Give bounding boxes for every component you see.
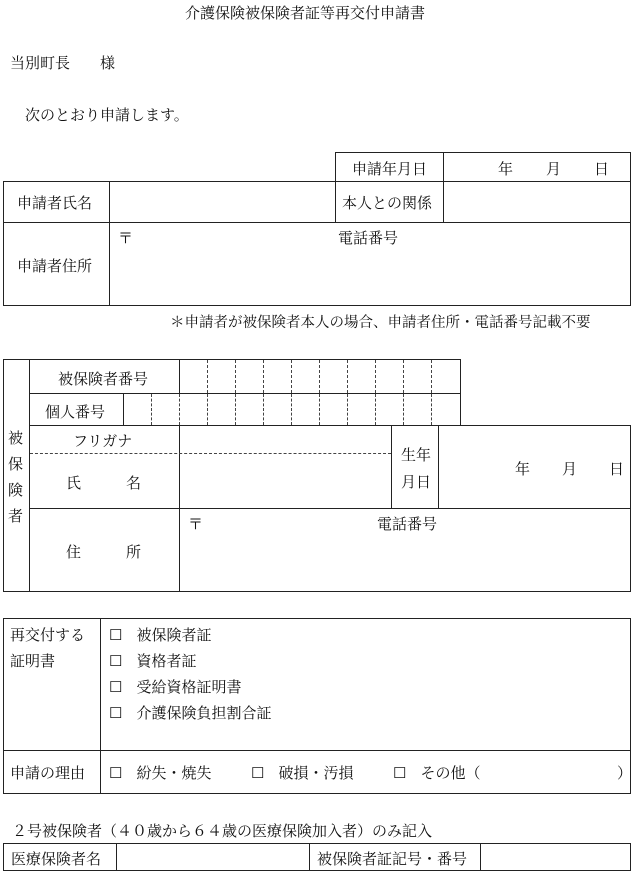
reason-damaged[interactable] <box>251 762 353 783</box>
reissue-label-line2: 証明書 <box>10 652 56 670</box>
insured-phone-label: 電話番号 <box>377 515 438 533</box>
reissue-option-insured-card[interactable] <box>109 624 211 645</box>
checkbox-icon[interactable]: ☐ <box>109 652 123 670</box>
reason-close-paren: ） <box>617 764 633 782</box>
option-label: 被保険者証 <box>136 626 212 644</box>
personal-number-field[interactable] <box>124 394 460 425</box>
option-label: 介護保険負担割合証 <box>136 704 272 722</box>
insured-side-label-1: 被 <box>8 429 24 447</box>
insured-side-label-3: 険 <box>8 481 24 499</box>
page-title: 介護保険被保険者証等再交付申請書 <box>185 4 426 22</box>
checkbox-icon[interactable]: ☐ <box>109 626 123 644</box>
option-label: 受給資格証明書 <box>136 678 242 696</box>
reason-label-damaged: 破損・汚損 <box>278 764 354 782</box>
relationship-field[interactable] <box>444 182 630 222</box>
application-date-label: 申請年月日 <box>352 160 428 178</box>
checkbox-icon[interactable]: ☐ <box>251 764 265 782</box>
insured-name-field[interactable] <box>180 454 391 508</box>
application-month-label: 月 <box>546 160 562 178</box>
insurer-name-label: 医療保険者名 <box>11 850 102 868</box>
insurance-symbol-field[interactable] <box>481 844 630 870</box>
application-date-field[interactable] <box>444 153 630 181</box>
personal-number-label: 個人番号 <box>45 403 106 421</box>
checkbox-icon[interactable]: ☐ <box>393 764 407 782</box>
birth-date-label-2: 月日 <box>401 473 432 491</box>
other-reason-field[interactable] <box>490 758 615 786</box>
reissue-label-line1: 再交付する <box>10 626 86 644</box>
application-day-label: 日 <box>594 160 610 178</box>
insured-number-label: 被保険者番号 <box>58 370 149 388</box>
insurer-name-field[interactable] <box>117 844 309 870</box>
reason-label-lost: 紛失・焼失 <box>136 764 212 782</box>
insured-address-label: 住 所 <box>66 543 142 561</box>
birth-day-label: 日 <box>609 460 625 478</box>
furigana-field[interactable] <box>180 426 391 453</box>
applicant-address-label: 申請者住所 <box>17 257 93 275</box>
applicant-phone-label: 電話番号 <box>338 229 399 247</box>
reissue-option-eligibility-certificate[interactable] <box>109 676 241 697</box>
applicant-postal-mark: 〒 <box>118 229 134 247</box>
option-label: 資格者証 <box>136 652 197 670</box>
insured-side-label-4: 者 <box>8 507 24 525</box>
insured-number-field[interactable] <box>180 360 460 393</box>
checkbox-icon[interactable]: ☐ <box>109 704 123 722</box>
checkbox-icon[interactable]: ☐ <box>109 678 123 696</box>
insured-address-field[interactable] <box>180 509 630 591</box>
birth-month-label: 月 <box>562 460 578 478</box>
birth-date-field[interactable] <box>439 426 630 508</box>
birth-year-label: 年 <box>515 460 531 478</box>
insured-side-label-2: 保 <box>8 455 24 473</box>
relationship-label: 本人との関係 <box>342 194 433 212</box>
secondary-heading: ２号被保険者（４０歳から６４歳の医療保険加入者）のみ記入 <box>12 822 433 840</box>
insured-name-label: 氏 名 <box>66 474 142 492</box>
reason-other[interactable] <box>393 762 480 783</box>
insured-postal-mark: 〒 <box>188 515 204 533</box>
application-year-label: 年 <box>498 160 514 178</box>
reissue-option-burden-ratio-card[interactable] <box>109 702 271 723</box>
checkbox-icon[interactable]: ☐ <box>109 764 123 782</box>
birth-date-label-1: 生年 <box>401 446 432 464</box>
reason-lost[interactable] <box>109 762 211 783</box>
reissue-option-qualification-card[interactable] <box>109 650 196 671</box>
addressee: 当別町長 様 <box>10 54 116 72</box>
applicant-note: ＊申請者が被保険者本人の場合、申請者住所・電話番号記載不要 <box>170 315 591 331</box>
furigana-label: フリガナ <box>73 432 133 450</box>
intro-text: 次のとおり申請します。 <box>25 106 189 124</box>
reason-label-other: その他（ <box>420 764 481 782</box>
applicant-name-label: 申請者氏名 <box>17 194 93 212</box>
applicant-name-field[interactable] <box>110 182 335 222</box>
applicant-address-field[interactable] <box>110 223 630 305</box>
reason-label: 申請の理由 <box>10 764 86 782</box>
insurance-symbol-label: 被保険者証記号・番号 <box>317 850 468 868</box>
